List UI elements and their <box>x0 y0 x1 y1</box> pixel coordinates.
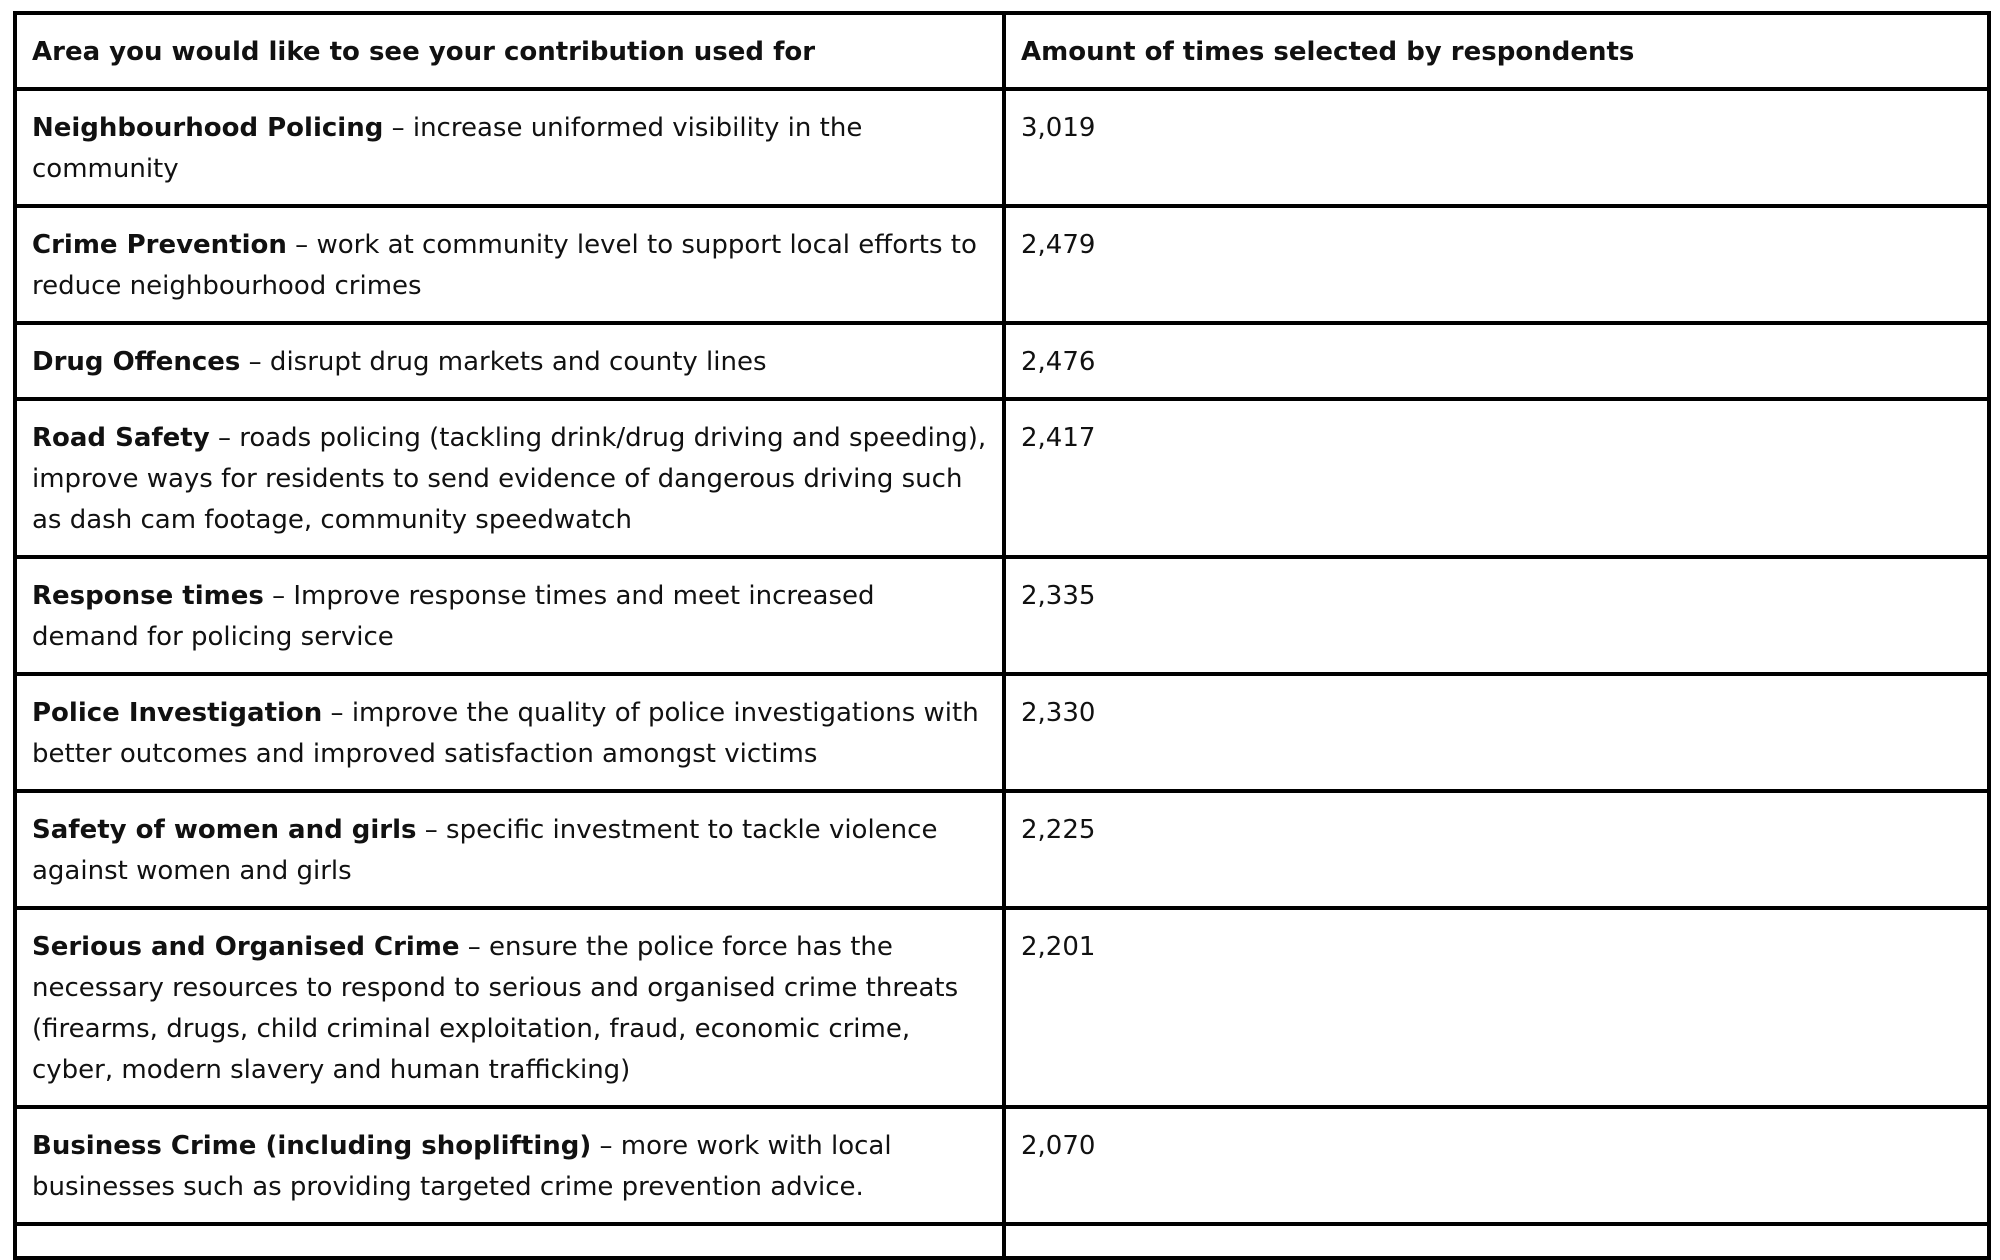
area-cell <box>15 674 1004 791</box>
table-row <box>15 791 1989 908</box>
table-row <box>15 323 1989 399</box>
count-cell: 2,479 <box>1004 206 1989 323</box>
area-cell <box>15 791 1004 908</box>
table-row <box>15 557 1989 674</box>
area-name: Serious and Organised Crime <box>32 932 460 962</box>
area-cell <box>15 1107 1004 1224</box>
count-cell: 3,019 <box>1004 89 1989 206</box>
area-description: – roads policing (tackling drink/drug driving and speeding), improve ways for residents to send evidence of dangerous driving such as dash cam footage, community speedwatch <box>32 423 987 535</box>
area-name: Safety of women and girls <box>32 815 417 845</box>
area-cell <box>15 206 1004 323</box>
area-description: – work at community level to support local efforts to reduce neighbourhood crimes <box>32 230 977 301</box>
area-cell <box>15 399 1004 557</box>
count-cell: 2,476 <box>1004 323 1989 399</box>
area-description: – specific investment to tackle violence against women and girls <box>32 815 938 886</box>
count-cell: 2,070 <box>1004 1107 1989 1224</box>
count-cell: 2,225 <box>1004 791 1989 908</box>
count-cell: 2,330 <box>1004 674 1989 791</box>
results-table <box>13 11 1991 1260</box>
count-cell: 2,417 <box>1004 399 1989 557</box>
table-row-partial <box>15 1224 1989 1258</box>
count-cell-empty <box>1004 1224 1989 1258</box>
table-row <box>15 1107 1989 1224</box>
area-cell <box>15 557 1004 674</box>
area-name: Crime Prevention <box>32 230 287 260</box>
header-count <box>1004 13 1989 89</box>
results-table-container <box>13 11 1987 1260</box>
area-cell-empty <box>15 1224 1004 1258</box>
area-name: Police Investigation <box>32 698 323 728</box>
area-description: – improve the quality of police investigations with better outcomes and improved satisfaction amongst victims <box>32 698 979 769</box>
header-area <box>15 13 1004 89</box>
area-description: – ensure the police force has the necessary resources to respond to serious and organised crime threats (firearms, drugs, child criminal exploitation, fraud, economic crime, cyber, modern slavery and human trafficking) <box>32 932 959 1085</box>
count-cell: 2,201 <box>1004 908 1989 1107</box>
area-cell <box>15 323 1004 399</box>
area-name: Response times <box>32 581 264 611</box>
area-description: – more work with local businesses such as providing targeted crime prevention advice. <box>32 1131 892 1202</box>
header-area-label: Area you would like to see your contribution used for <box>32 37 816 67</box>
header-count-label: Amount of times selected by respondents <box>1021 37 1635 67</box>
table-row <box>15 206 1989 323</box>
area-cell <box>15 89 1004 206</box>
area-description: – Improve response times and meet increased demand for policing service <box>32 581 875 652</box>
area-cell <box>15 908 1004 1107</box>
area-description: – increase uniformed visibility in the community <box>32 113 863 184</box>
header-row <box>15 13 1989 89</box>
area-name: Business Crime (including shoplifting) <box>32 1131 592 1161</box>
area-name: Drug Offences <box>32 347 241 377</box>
area-name: Neighbourhood Policing <box>32 113 384 143</box>
table-row <box>15 674 1989 791</box>
table-row <box>15 89 1989 206</box>
area-description: – disrupt drug markets and county lines <box>240 347 767 377</box>
count-cell: 2,335 <box>1004 557 1989 674</box>
table-row <box>15 908 1989 1107</box>
table-row <box>15 399 1989 557</box>
area-name: Road Safety <box>32 423 210 453</box>
